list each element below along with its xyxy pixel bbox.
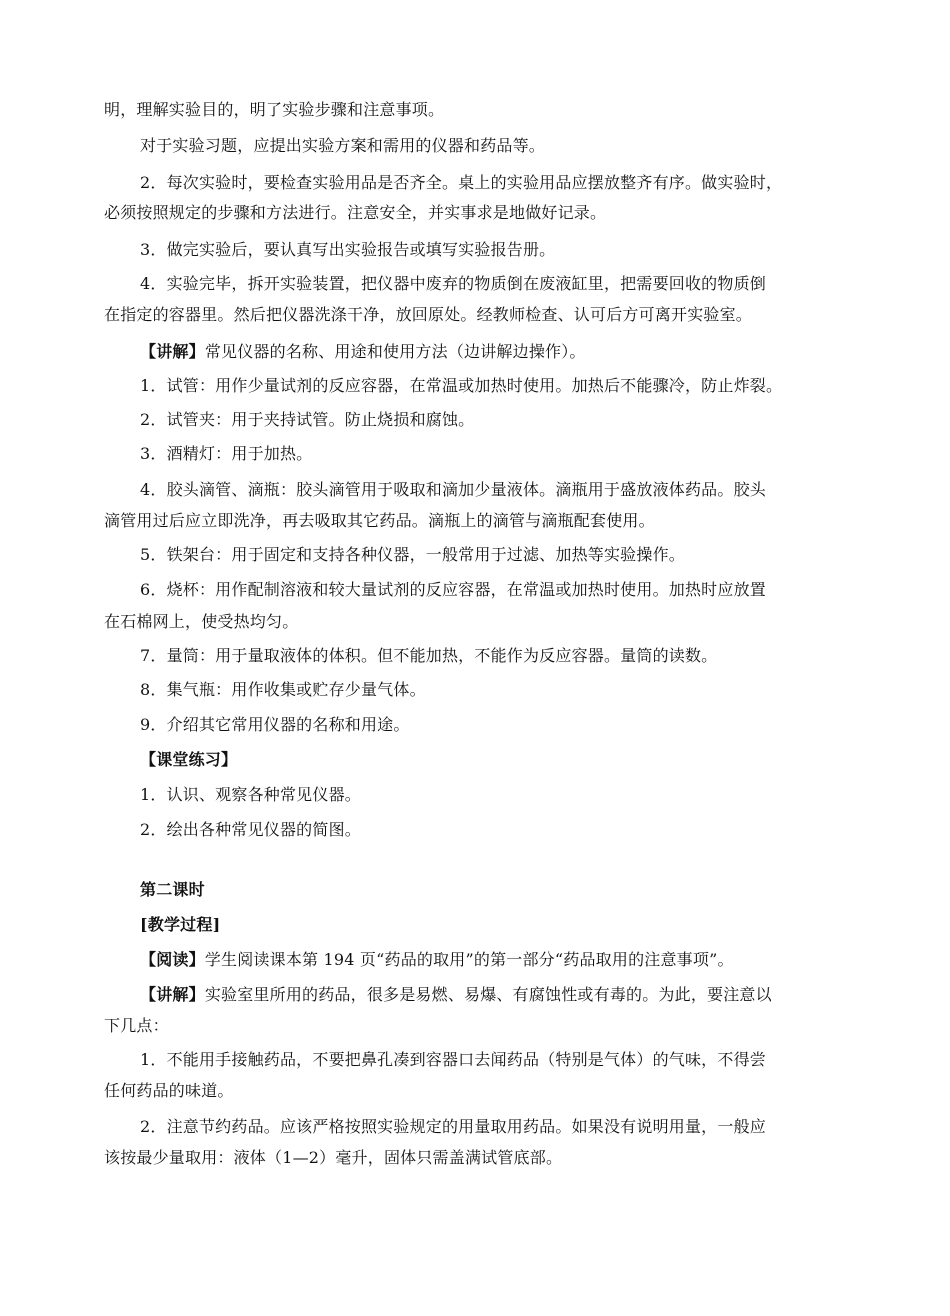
text-line: 任何药品的味道。 [104,1081,234,1100]
section-heading-practice: 【课堂练习】 [140,750,238,769]
text-line: 1．试管：用作少量试剂的反应容器，在常温或加热时使用。加热后不能骤冷，防止炸裂。 [140,376,783,395]
text-line: 必须按照规定的步骤和方法进行。注意安全，并实事求是地做好记录。 [104,203,607,222]
explain-paragraph [140,985,848,1005]
text-line: 滴管用过后应立即洗净，再去吸取其它药品。滴瓶上的滴管与滴瓶配套使用。 [104,511,655,530]
text-line: 下几点： [104,1016,169,1035]
text-line: 1．不能用手接触药品，不要把鼻孔凑到容器口去闻药品（特别是气体）的气味，不得尝 [140,1050,766,1069]
text-line: 实验室里所用的药品，很多是易燃、易爆、有腐蚀性或有毒的。为此，要注意以 [204,985,772,1004]
text-line: 1．认识、观察各种常见仪器。 [140,785,361,804]
text-line: 4．胶头滴管、滴瓶：胶头滴管用于吸取和滴加少量液体。滴瓶用于盛放液体药品。胶头 [140,480,766,499]
explain-tag: 【讲解】 [140,342,205,361]
text-line: 常见仪器的名称、用途和使用方法（边讲解边操作）。 [204,342,586,361]
text-line: 在石棉网上，使受热均匀。 [104,612,299,631]
text-line: 2．绘出各种常见仪器的简图。 [140,820,361,839]
text-line: 4．实验完毕，拆开实验装置，把仪器中废弃的物质倒在废液缸里，把需要回收的物质倒 [140,274,766,293]
text-line: 该按最少量取用：液体（1—2）毫升，固体只需盖满试管底部。 [104,1148,563,1167]
section-heading-lesson-two: 第二课时 [140,880,205,899]
text-line: 学生阅读课本第 194 页“药品的取用”的第一部分“药品取用的注意事项”。 [204,950,734,969]
read-paragraph [140,950,848,970]
text-line: 对于实验习题，应提出实验方案和需用的仪器和药品等。 [140,136,546,155]
text-line: 7．量筒：用于量取液体的体积。但不能加热，不能作为反应容器。量筒的读数。 [140,646,718,665]
explain-tag: 【讲解】 [140,985,205,1004]
text-line: 5．铁架台：用于固定和支持各种仪器，一般常用于过滤、加热等实验操作。 [140,545,685,564]
text-line: 2．注意节约药品。应该严格按照实验规定的用量取用药品。如果没有说明用量，一般应 [140,1117,766,1136]
text-line: 6．烧杯：用作配制溶液和较大量试剂的反应容器，在常温或加热时使用。加热时应放置 [140,580,766,599]
text-line: 2．每次实验时，要检查实验用品是否齐全。桌上的实验用品应摆放整齐有序。做实验时， [140,173,783,192]
text-line: 3．做完实验后，要认真写出实验报告或填写实验报告册。 [140,240,556,259]
explain-paragraph [140,342,848,362]
read-tag: 【阅读】 [140,950,205,969]
text-line: 9．介绍其它常用仪器的名称和用途。 [140,715,410,734]
text-line: 3．酒精灯：用于加热。 [140,444,313,463]
text-line: 2．试管夹：用于夹持试管。防止烧损和腐蚀。 [140,410,475,429]
text-line: 在指定的容器里。然后把仪器洗涤干净，放回原处。经教师检查、认可后方可离开实验室。 [104,305,753,324]
text-line: 8．集气瓶：用作收集或贮存少量气体。 [140,680,426,699]
text-line: 明，理解实验目的，明了实验步骤和注意事项。 [104,100,445,119]
section-heading-teaching-process: [教学过程] [140,915,221,934]
